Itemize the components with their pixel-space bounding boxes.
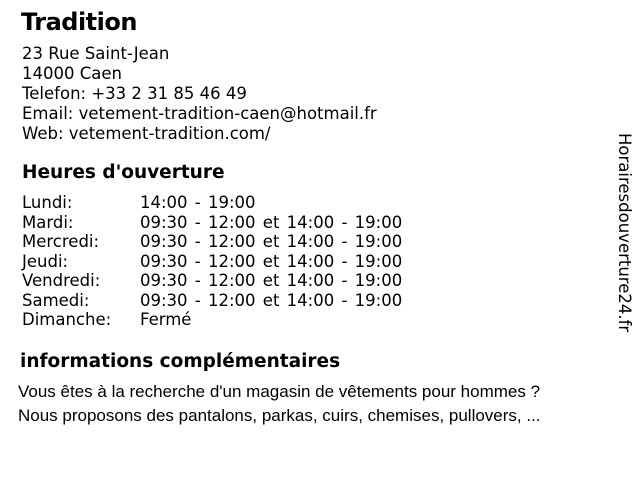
business-name-title: Tradition [21, 8, 137, 36]
day-times: 09:30 - 12:00 et 14:00 - 19:00 [140, 251, 403, 271]
day-times: 14:00 - 19:00 [140, 193, 256, 212]
opening-hours-heading: Heures d'ouverture [22, 162, 225, 183]
day-label: Mercredi: [22, 232, 100, 251]
phone-line: Telefon: +33 2 31 85 46 49 [22, 84, 247, 103]
contact-block [22, 44, 377, 144]
additional-info-heading: informations complémentaires [20, 351, 341, 372]
day-times: 09:30 - 12:00 et 14:00 - 19:00 [140, 290, 403, 310]
hours-row-tuesday [22, 213, 402, 233]
site-watermark: Horairesdouverture24.fr [615, 133, 634, 333]
opening-hours-table [22, 193, 402, 330]
day-times-closed: Fermé [140, 310, 192, 329]
day-label: Jeudi: [22, 251, 69, 271]
hours-row-friday [22, 271, 402, 291]
hours-row-wednesday [22, 232, 402, 252]
day-times: 09:30 - 12:00 et 14:00 - 19:00 [140, 271, 403, 290]
day-label: Dimanche: [22, 310, 112, 329]
address-line-street: 23 Rue Saint-Jean [22, 44, 170, 63]
day-label: Samedi: [22, 290, 90, 310]
hours-row-monday [22, 193, 402, 213]
info-line-2: Nous proposons des pantalons, parkas, cuirs, chemises, pullovers, ... [18, 405, 541, 425]
info-line-1: Vous êtes à la recherche d'un magasin de vêtements pour hommes ? [18, 382, 541, 401]
email-line: Email: vetement-tradition-caen@hotmail.fr [22, 104, 377, 123]
hours-row-thursday [22, 252, 402, 272]
day-times: 09:30 - 12:00 et 14:00 - 19:00 [140, 232, 403, 251]
address-line-city: 14000 Caen [22, 64, 122, 83]
day-label: Vendredi: [22, 271, 101, 290]
day-label: Mardi: [22, 212, 74, 232]
day-times: 09:30 - 12:00 et 14:00 - 19:00 [140, 212, 403, 232]
additional-info-text [18, 380, 541, 427]
website-line: Web: vetement-tradition.com/ [22, 124, 271, 143]
hours-row-sunday [22, 310, 402, 330]
hours-row-saturday [22, 291, 402, 311]
day-label: Lundi: [22, 193, 73, 212]
